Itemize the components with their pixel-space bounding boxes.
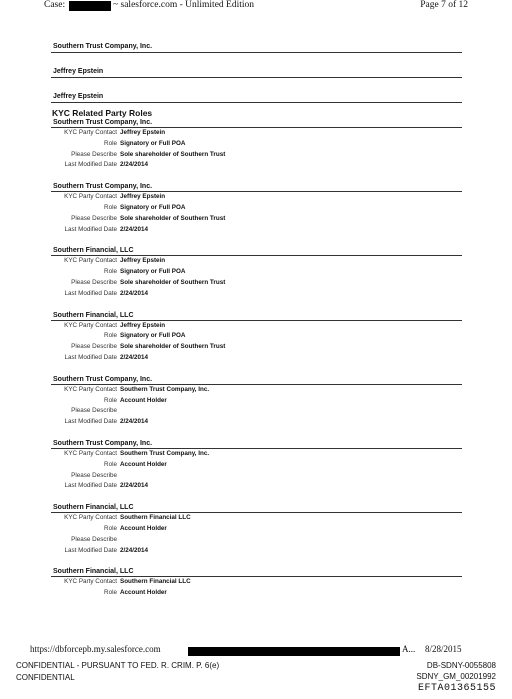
field-row-please-describe <box>51 406 462 417</box>
field-label: Role <box>104 524 117 532</box>
footer-url-tail: A... <box>402 644 416 654</box>
field-row-role <box>51 203 462 214</box>
field-row-role <box>51 396 462 407</box>
footer-date: 8/28/2015 <box>425 644 462 654</box>
field-label: KYC Party Contact <box>64 321 117 329</box>
kyc-role-group <box>51 439 462 492</box>
bates-number: SDNY_GM_00201992 <box>416 672 496 681</box>
field-row-last-modified-date <box>51 546 462 557</box>
field-value: 2/24/2014 <box>120 418 149 426</box>
field-label: KYC Party Contact <box>64 257 117 265</box>
field-row-kyc-party-contact <box>51 192 462 203</box>
field-row-kyc-party-contact <box>51 321 462 332</box>
field-value: 2/24/2014 <box>120 225 149 233</box>
field-row-kyc-party-contact <box>51 385 462 396</box>
field-label: Role <box>104 460 117 468</box>
field-label: Last Modified Date <box>64 353 117 361</box>
field-label: Role <box>104 589 117 597</box>
field-label: Last Modified Date <box>64 418 117 426</box>
field-value: Signatory or Full POA <box>120 139 186 147</box>
efta-stamp: EFTA01365155 <box>417 683 496 694</box>
field-label: Role <box>104 203 117 211</box>
field-row-please-describe <box>51 214 462 225</box>
field-row-role <box>51 331 462 342</box>
field-value: 2/24/2014 <box>120 546 149 554</box>
field-value: Account Holder <box>120 524 167 532</box>
field-row-role <box>51 267 462 278</box>
field-row-kyc-party-contact <box>51 513 462 524</box>
field-label: Role <box>104 332 117 340</box>
field-value: Sole shareholder of Southern Trust <box>120 278 226 286</box>
field-value: Jeffrey Epstein <box>120 193 166 201</box>
field-value: 2/24/2014 <box>120 161 149 169</box>
kyc-group-company: Southern Trust Company, Inc. <box>53 119 153 126</box>
field-row-last-modified-date <box>51 481 462 492</box>
field-row-please-describe <box>51 342 462 353</box>
field-label: Last Modified Date <box>64 482 117 490</box>
field-label: Please Describe <box>71 407 117 415</box>
field-label: Please Describe <box>71 343 117 351</box>
kyc-role-group <box>51 567 462 599</box>
record-content <box>51 42 462 610</box>
field-row-please-describe <box>51 150 462 161</box>
confidential-notice: CONFIDENTIAL - PURSUANT TO FED. R. CRIM. P. 6(e) <box>16 661 220 670</box>
field-value: Signatory or Full POA <box>120 203 186 211</box>
field-value: Account Holder <box>120 589 167 597</box>
kyc-group-company: Southern Trust Company, Inc. <box>53 375 153 383</box>
print-footer <box>0 644 512 699</box>
section-company: Southern Trust Company, Inc. <box>53 43 153 50</box>
kyc-role-group <box>51 375 462 428</box>
field-row-kyc-party-contact <box>51 256 462 267</box>
field-value: Sole shareholder of Southern Trust <box>120 150 226 158</box>
field-value: 2/24/2014 <box>120 289 149 297</box>
field-value: Signatory or Full POA <box>120 268 186 276</box>
field-row-please-describe <box>51 471 462 482</box>
kyc-section-title: KYC Related Party Roles <box>52 108 153 118</box>
kyc-group-company: Southern Trust Company, Inc. <box>53 183 153 191</box>
field-value: Southern Trust Company, Inc. <box>120 449 210 457</box>
kyc-group-company: Southern Financial, LLC <box>53 568 134 576</box>
page-number: Page 7 of 12 <box>420 0 468 10</box>
field-value: Account Holder <box>120 396 167 404</box>
print-header <box>0 0 512 14</box>
kyc-group-company: Southern Financial, LLC <box>53 504 134 512</box>
field-row-last-modified-date <box>51 353 462 364</box>
bates-number: DB-SDNY-0055808 <box>426 661 496 670</box>
field-value: Jeffrey Epstein <box>120 257 166 265</box>
field-label: Please Describe <box>71 535 117 543</box>
field-label: Last Modified Date <box>64 161 117 169</box>
field-label: Please Describe <box>71 471 117 479</box>
section-contact: Jeffrey Epstein <box>53 68 104 75</box>
field-label: Last Modified Date <box>64 546 117 554</box>
redaction-bar <box>188 647 400 656</box>
kyc-role-group <box>51 503 462 556</box>
kyc-role-list <box>51 118 462 599</box>
field-row-last-modified-date <box>51 289 462 300</box>
field-label: Role <box>104 396 117 404</box>
field-row-last-modified-date <box>51 225 462 236</box>
field-row-please-describe <box>51 278 462 289</box>
field-row-kyc-party-contact <box>51 128 462 139</box>
field-value: Jeffrey Epstein <box>120 129 166 136</box>
field-row-role <box>51 524 462 535</box>
field-label: KYC Party Contact <box>64 514 117 522</box>
field-value: 2/24/2014 <box>120 482 149 490</box>
divider <box>51 102 462 103</box>
footer-url: https://dbforcepb.my.salesforce.com <box>30 644 161 654</box>
field-row-last-modified-date <box>51 417 462 428</box>
kyc-group-company: Southern Financial, LLC <box>53 311 134 319</box>
field-row-kyc-party-contact <box>51 449 462 460</box>
field-value: Southern Financial LLC <box>120 578 191 586</box>
field-value: Sole shareholder of Southern Trust <box>120 343 226 351</box>
field-value: Signatory or Full POA <box>120 332 186 340</box>
field-row-last-modified-date <box>51 160 462 171</box>
field-label: KYC Party Contact <box>64 385 117 393</box>
field-value: Jeffrey Epstein <box>120 321 166 329</box>
kyc-group-company: Southern Financial, LLC <box>53 247 134 255</box>
page-title: ~ salesforce.com - Unlimited Edition <box>113 0 255 10</box>
field-label: KYC Party Contact <box>64 449 117 457</box>
field-label: KYC Party Contact <box>64 578 117 586</box>
confidential-label: CONFIDENTIAL <box>16 673 75 682</box>
field-label: Please Describe <box>71 214 117 222</box>
kyc-role-group <box>51 311 462 364</box>
kyc-group-company: Southern Trust Company, Inc. <box>53 439 153 447</box>
field-value: Sole shareholder of Southern Trust <box>120 214 226 222</box>
field-value: Account Holder <box>120 460 167 468</box>
field-label: Please Describe <box>71 278 117 286</box>
kyc-role-group <box>51 246 462 299</box>
kyc-role-group <box>51 118 462 171</box>
kyc-role-group <box>51 182 462 235</box>
field-row-role <box>51 139 462 150</box>
field-value: 2/24/2014 <box>120 353 149 361</box>
field-label: Last Modified Date <box>64 225 117 233</box>
field-row-kyc-party-contact <box>51 577 462 588</box>
field-value: Southern Financial LLC <box>120 514 191 522</box>
field-value: Southern Trust Company, Inc. <box>120 385 210 393</box>
redaction-bar <box>69 1 111 11</box>
field-label: KYC Party Contact <box>64 193 117 201</box>
field-label: Role <box>104 268 117 276</box>
field-row-role <box>51 588 462 599</box>
field-label: Role <box>104 139 117 147</box>
field-label: Please Describe <box>71 150 117 158</box>
field-label: KYC Party Contact <box>64 129 117 136</box>
case-label: Case: <box>44 0 66 10</box>
field-label: Last Modified Date <box>64 289 117 297</box>
section-contact: Jeffrey Epstein <box>53 93 104 100</box>
field-row-please-describe <box>51 535 462 546</box>
field-row-role <box>51 460 462 471</box>
